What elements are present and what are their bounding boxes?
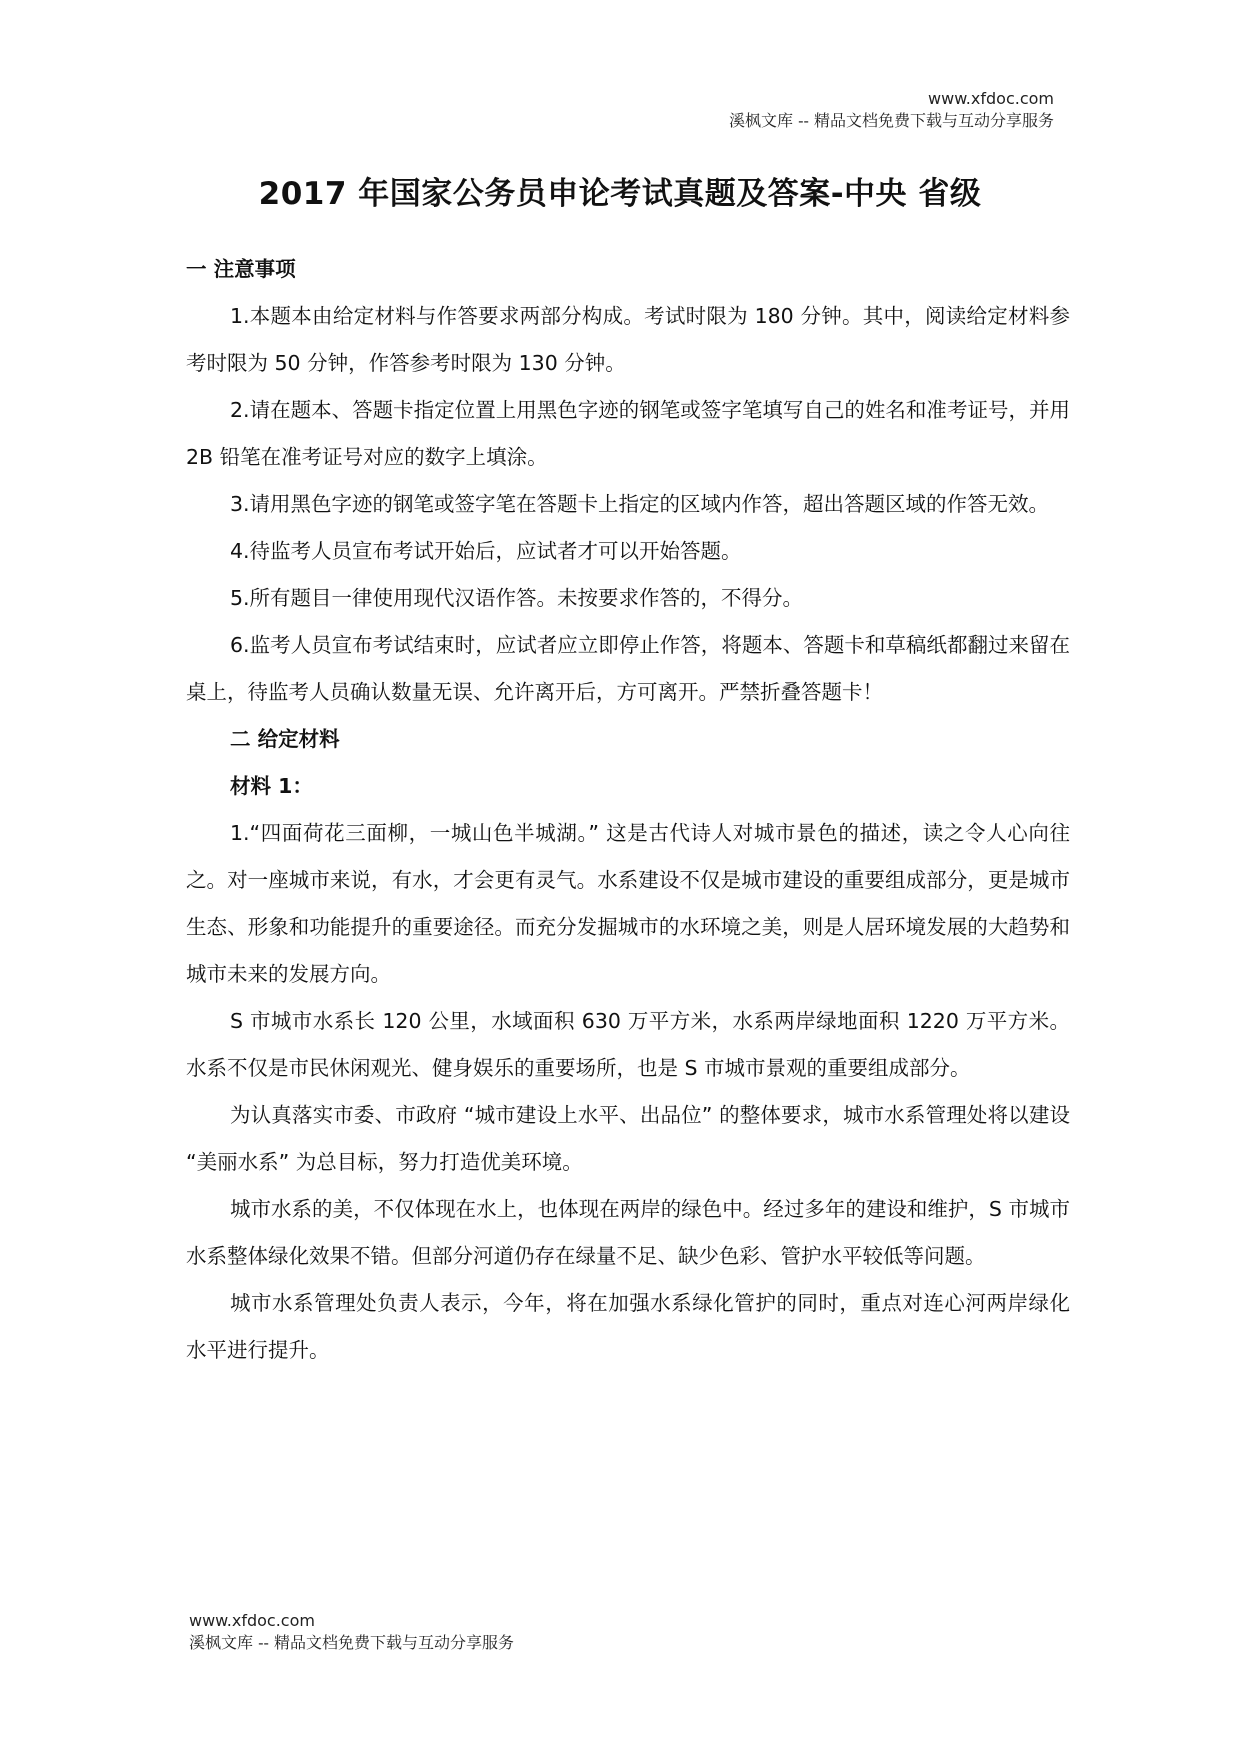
document-body <box>186 246 1070 1374</box>
document-title: 2017 年国家公务员申论考试真题及答案-中央 省级 <box>258 176 982 212</box>
notes-item-6: 6.监考人员宣布考试结束时，应试者应立即停止作答，将题本、答题卡和草稿纸都翻过来留在桌上，待监考人员确认数量无误、允许离开后，方可离开。严禁折叠答题卡！ <box>186 633 1070 704</box>
material-paragraph-4: 城市水系的美，不仅体现在水上，也体现在两岸的绿色中。经过多年的建设和维护，S 市城市水系整体绿化效果不错。但部分河道仍存在绿量不足、缺少色彩、管护水平较低等问题。 <box>186 1197 1070 1268</box>
notes-item-5: 5.所有题目一律使用现代汉语作答。未按要求作答的，不得分。 <box>230 586 804 610</box>
material-paragraph-3: 为认真落实市委、市政府 “城市建设上水平、出品位” 的整体要求，城市水系管理处将以建设 “美丽水系” 为总目标，努力打造优美环境。 <box>186 1103 1070 1174</box>
header-tagline: 溪枫文库 -- 精品文档免费下载与互动分享服务 <box>729 111 1054 130</box>
notes-item-2: 2.请在题本、答题卡指定位置上用黑色字迹的钢笔或签字笔填写自己的姓名和准考证号，并用 2B 铅笔在准考证号对应的数字上填涂。 <box>186 398 1070 469</box>
section-heading-materials: 二 给定材料 <box>230 727 340 751</box>
section-heading-notes: 一 注意事项 <box>186 257 296 281</box>
footer-tagline: 溪枫文库 -- 精品文档免费下载与互动分享服务 <box>189 1633 514 1652</box>
footer-site-url[interactable]: www.xfdoc.com <box>189 1611 315 1630</box>
notes-item-3: 3.请用黑色字迹的钢笔或签字笔在答题卡上指定的区域内作答，超出答题区域的作答无效。 <box>230 492 1050 516</box>
notes-item-1: 1.本题本由给定材料与作答要求两部分构成。考试时限为 180 分钟。其中，阅读给定材料参考时限为 50 分钟，作答参考时限为 130 分钟。 <box>186 304 1070 375</box>
header-site-url[interactable]: www.xfdoc.com <box>928 89 1054 108</box>
material-paragraph-1: 1.“四面荷花三面柳，一城山色半城湖。” 这是古代诗人对城市景色的描述，读之令人心向往之。对一座城市来说，有水，才会更有灵气。水系建设不仅是城市建设的重要组成部分，更是城市生态、形象和功能提升的重要途径。而充分发掘城市的水环境之美，则是人居环境发展的大趋势和城市未来的发展方向。 <box>186 821 1070 986</box>
material-paragraph-5: 城市水系管理处负责人表示，今年，将在加强水系绿化管护的同时，重点对连心河两岸绿化水平进行提升。 <box>186 1291 1070 1362</box>
material-paragraph-2: S 市城市水系长 120 公里，水域面积 630 万平方米，水系两岸绿地面积 1220 万平方米。水系不仅是市民休闲观光、健身娱乐的重要场所，也是 S 市城市景观的重要组成部分。 <box>186 1009 1070 1080</box>
material-label: 材料 1： <box>230 774 313 798</box>
page-header <box>729 88 1054 132</box>
notes-item-4: 4.待监考人员宣布考试开始后，应试者才可以开始答题。 <box>230 539 742 563</box>
page-footer <box>189 1610 514 1654</box>
